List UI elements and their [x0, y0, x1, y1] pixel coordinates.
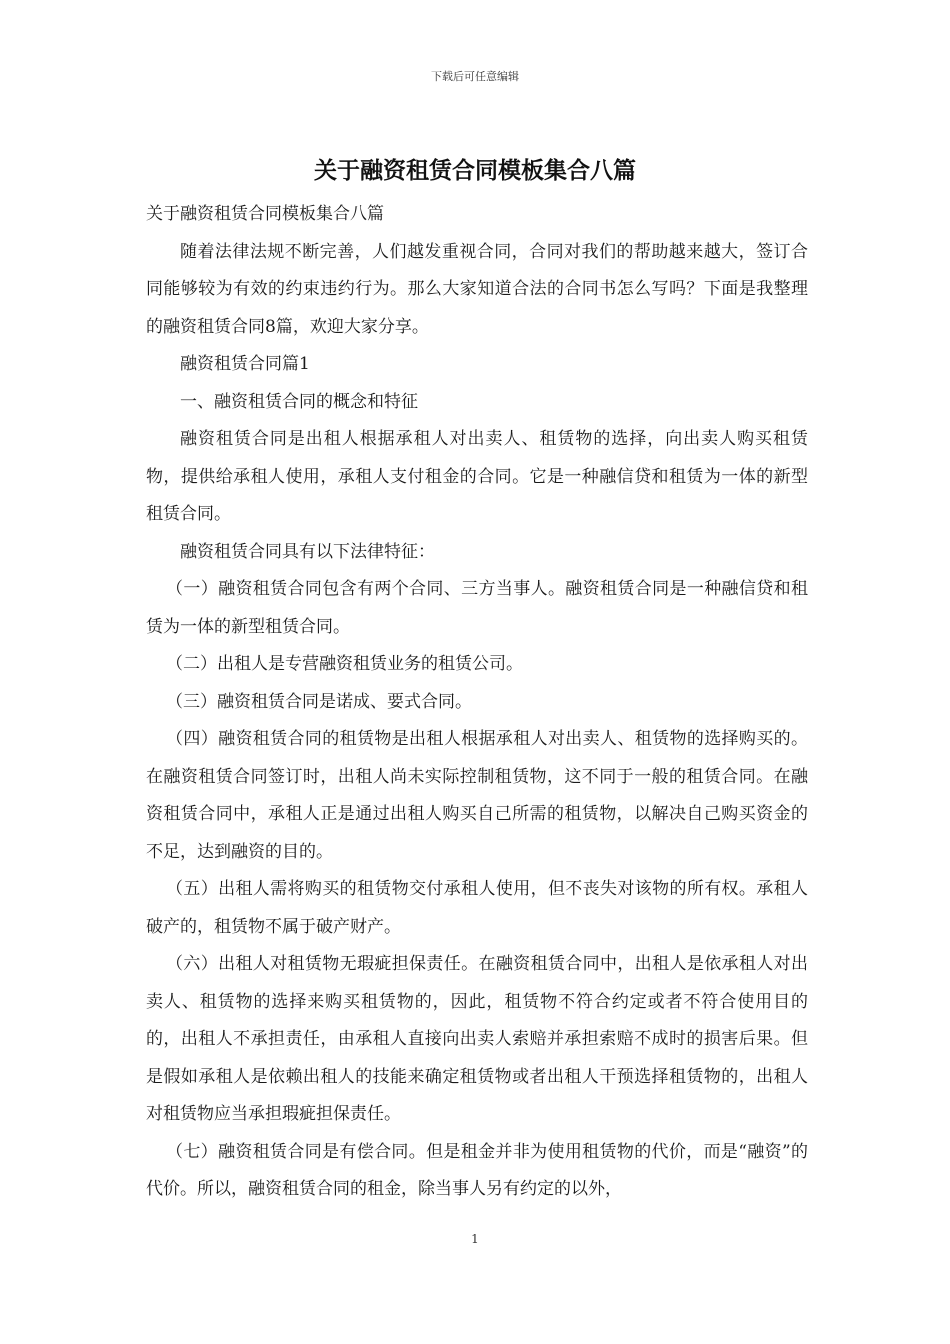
subtitle-paragraph: 关于融资租赁合同模板集合八篇 — [146, 204, 384, 224]
list-item: （四）融资租赁合同的租赁物是出租人根据承租人对出卖人、租赁物的选择购买的。在融资租赁合同签订时，出租人尚未实际控制租赁物，这不同于一般的租赁合同。在融资租赁合同中，承租人正是通过出租人购买自己所需的租赁物，以解决自己购买资金的不足，达到融资的目的。 — [146, 729, 808, 862]
document-title: 关于融资租赁合同模板集合八篇 — [314, 157, 636, 184]
list-item: （二）出租人是专营融资租赁业务的租赁公司。 — [166, 654, 523, 674]
list-item: （一）融资租赁合同包含有两个合同、三方当事人。融资租赁合同是一种融信贷和租赁为一体的新型租赁合同。 — [146, 579, 808, 637]
intro-paragraph: 随着法律法规不断完善，人们越发重视合同，合同对我们的帮助越来越大，签订合同能够较为有效的约束违约行为。那么大家知道合法的合同书怎么写吗？下面是我整理的融资租赁合同8篇，欢迎大家分享。 — [146, 241, 808, 337]
list-item: （五）出租人需将购买的租赁物交付承租人使用，但不丧失对该物的所有权。承租人破产的，租赁物不属于破产财产。 — [146, 879, 808, 937]
list-item: （三）融资租赁合同是诺成、要式合同。 — [166, 691, 472, 712]
list-item: （六）出租人对租赁物无瑕疵担保责任。在融资租赁合同中，出租人是依承租人对出卖人、租赁物的选择来购买租赁物的，因此，租赁物不符合约定或者不符合使用目的的，出租人不承担责任，由承租人直接向出卖人索赔并承担索赔不成时的损害后果。但是假如承租人是依赖出租人的技能来确定租赁物或者出租人干预选择租赁物的，出租人对租赁物应当承担瑕疵担保责任。 — [146, 954, 808, 1124]
subsection-heading: 一、融资租赁合同的概念和特征 — [180, 391, 418, 412]
page-number: 1 — [471, 1232, 479, 1246]
list-item: （七）融资租赁合同是有偿合同。但是租金并非为使用租赁物的代价，而是“融资”的代价。所以，融资租赁合同的租金，除当事人另有约定的以外， — [146, 1141, 808, 1199]
body-paragraph: 融资租赁合同是出租人根据承租人对出卖人、租赁物的选择，向出卖人购买租赁物，提供给承租人使用，承租人支付租金的合同。它是一种融信贷和租赁为一体的新型租赁合同。 — [146, 429, 808, 524]
body-paragraph: 融资租赁合同具有以下法律特征： — [180, 541, 435, 562]
section-heading: 融资租赁合同篇1 — [180, 354, 310, 374]
header-note: 下载后可任意编辑 — [431, 70, 519, 83]
document-body — [146, 196, 808, 1209]
